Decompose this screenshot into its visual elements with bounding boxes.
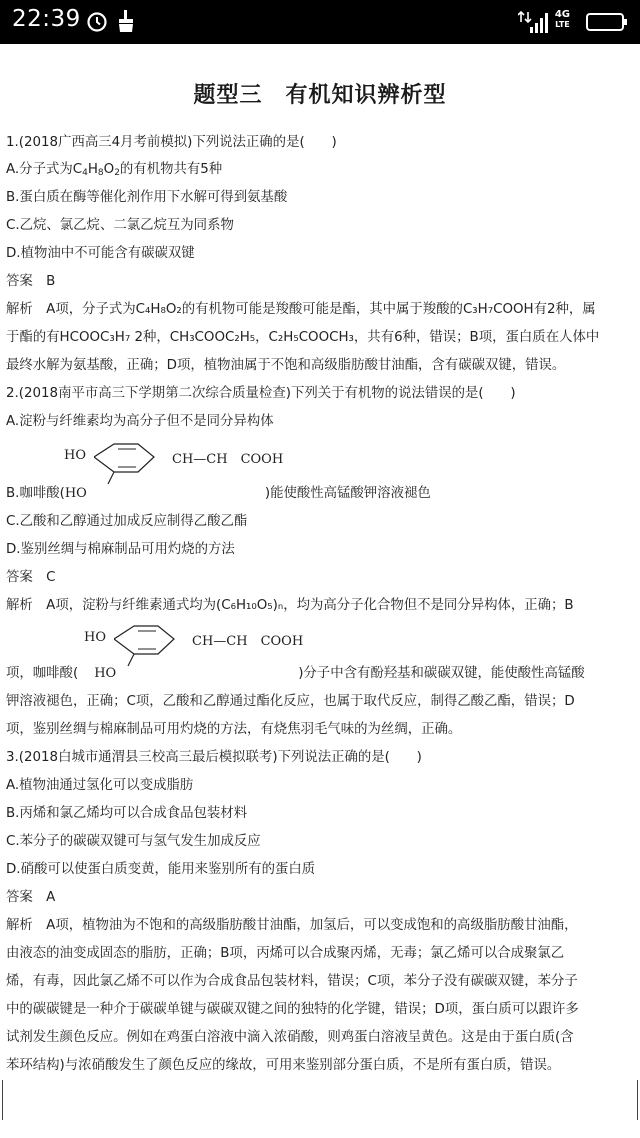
q1-answer: 答案 B	[6, 274, 56, 289]
q3-stem: 3.(2018白城市通渭县三校高三最后模拟联考)下列说法正确的是( )	[6, 750, 422, 765]
q2-explanation-line4: 项，鉴别丝绸与棉麻制品可用灼烧的方法，有烧焦羽毛气味的为丝绸，正确。	[6, 722, 462, 737]
q1-a-pre: A.分子式为C	[6, 162, 83, 177]
q3-explanation-line5: 试剂发生颜色反应。例如在鸡蛋白溶液中滴入浓硝酸，则鸡蛋白溶液呈黄色。这是由于蛋白质(含	[6, 1030, 574, 1045]
page-title: 题型三 有机知识辨析型	[193, 83, 447, 108]
q1-a-sub1: 4	[82, 168, 88, 178]
q2-option-d: D.鉴别丝绸与棉麻制品可用灼烧的方法	[6, 542, 235, 557]
battery-icon	[586, 12, 628, 36]
q2-option-a: A.淀粉与纤维素均为高分子但不是同分异构体	[6, 414, 274, 429]
q3-explanation-line6: 苯环结构)与浓硝酸发生了颜色反应的缘故，可用来鉴别部分蛋白质，不是所有蛋白质，错误。	[6, 1058, 561, 1073]
status-time: 22:39	[12, 6, 81, 32]
q2-explanation-line3: 钾溶液褪色，正确；C项，乙酸和乙醇通过酯化反应，也属于取代反应，制得乙酸乙酯，错误；D	[6, 694, 575, 709]
q2-option-b	[6, 485, 431, 503]
page-edge-right	[637, 1080, 638, 1120]
q1-a-sub2: 8	[97, 168, 104, 178]
q3-explanation-line1: 解析 A项，植物油为不饱和的高级脂肪酸甘油酯，加氢后，可以变成饱和的高级脂肪酸甘油酯，	[6, 918, 578, 933]
q3-explanation-line3: 烯，有毒，因此氯乙烯不可以作为合成食品包装材料，错误；C项，苯分子没有碳碳双键，苯分子	[6, 974, 578, 989]
alarm-icon	[86, 11, 108, 37]
q2-b-pre: B.咖啡酸(	[6, 486, 65, 501]
q2-option-c: C.乙酸和乙醇通过加成反应制得乙酸乙酯	[6, 514, 248, 529]
q1-explanation-line1: 解析 A项，分子式为C₄H₈O₂的有机物可能是羧酸可能是酯，其中属于羧酸的C₃H₇COOH有2种，属	[6, 302, 596, 317]
q1-explanation-line2: 于酯的有HCOOC₃H₇ 2种，CH₃COOC₂H₅，C₂H₅COOCH₃，共有6种，错误；B项，蛋白质在人体中	[6, 330, 600, 345]
q1-stem: 1.(2018广西高三4月考前模拟)下列说法正确的是( )	[6, 135, 337, 150]
q1-option-b: B.蛋白质在酶等催化剂作用下水解可得到氨基酸	[6, 190, 288, 205]
q1-a-sub3: 2	[114, 168, 120, 178]
q3-option-c: C.苯分子的碳碳双键可与氢气发生加成反应	[6, 834, 261, 849]
q1-option-c: C.乙烷、氯乙烷、二氯乙烷互为同系物	[6, 218, 234, 233]
network-lte: LTE	[555, 20, 570, 29]
q3-option-b: B.丙烯和氯乙烯均可以合成食品包装材料	[6, 806, 248, 821]
q2-stem: 2.(2018南平市高三下学期第二次综合质量检查)下列关于有机物的说法错误的是( )	[6, 386, 516, 401]
q2-answer: 答案 C	[6, 570, 56, 585]
q3-option-a: A.植物油通过氢化可以变成脂肪	[6, 778, 194, 793]
document-page	[0, 44, 640, 1138]
q2-explanation-line1: 解析 A项，淀粉与纤维素通式均为(C₆H₁₀O₅)ₙ，均为高分子化合物但不是同分异构体，正确；B	[6, 598, 574, 613]
q1-a-post: 的有机物共有5种	[119, 162, 223, 177]
network-type	[555, 10, 570, 30]
q2-explanation-line2	[6, 665, 585, 683]
cleaner-icon	[116, 9, 136, 37]
structure-ho-top: HO	[64, 448, 86, 463]
structure-chain-2: CH—CH COOH	[192, 634, 304, 649]
page-edge-left	[2, 1080, 3, 1120]
q2-b-post: )能使酸性高锰酸钾溶液褪色	[264, 486, 431, 501]
q1-explanation-line3: 最终水解为氨基酸，正确；D项，植物油属于不饱和高级脂肪酸甘油酯，含有碳碳双键，错误。	[6, 358, 566, 373]
structure-ho-bottom: HO	[64, 486, 87, 501]
status-bar	[0, 0, 640, 44]
q3-explanation-line2: 由液态的油变成固态的脂肪，正确；B项，丙烯可以合成聚丙烯，无毒；氯乙烯可以合成聚氯乙	[6, 946, 565, 961]
q1-a-mid1: H	[87, 162, 98, 177]
q1-option-a	[6, 161, 222, 179]
structure-ho-top-2: HO	[84, 630, 106, 645]
structure-ho-bottom-2: HO	[94, 666, 117, 681]
q3-answer: 答案 A	[6, 890, 56, 905]
q2-exp2-post: )分子中含有酚羟基和碳碳双键，能使酸性高锰酸	[298, 666, 585, 681]
q2-exp2-pre: 项，咖啡酸(	[6, 666, 79, 681]
q3-option-d: D.硝酸可以使蛋白质变黄，能用来鉴别所有的蛋白质	[6, 862, 316, 877]
q1-a-mid2: O	[103, 162, 115, 177]
structure-chain: CH—CH COOH	[172, 452, 284, 467]
q1-option-d: D.植物油中不可能含有碳碳双键	[6, 246, 195, 261]
network-4g: 4G	[554, 9, 570, 20]
signal-bars-icon	[530, 12, 548, 38]
q3-explanation-line4: 中的碳碳键是一种介于碳碳单键与碳碳双键之间的独特的化学键，错误；D项，蛋白质可以跟许多	[6, 1002, 579, 1017]
